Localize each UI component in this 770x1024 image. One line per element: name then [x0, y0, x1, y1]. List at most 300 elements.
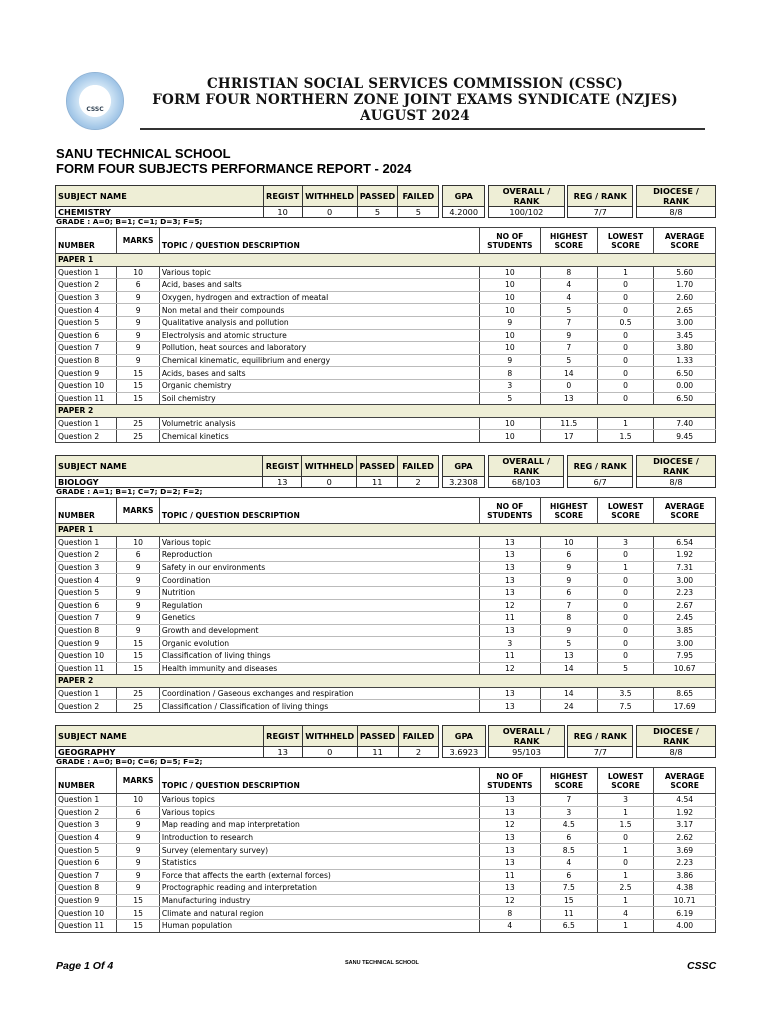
students-count: 12: [479, 894, 540, 907]
table-row: [56, 379, 716, 392]
question-topic: Coordination: [159, 574, 479, 587]
question-number: Question 3: [56, 291, 117, 304]
regist-header: REGIST: [263, 726, 302, 747]
table-row: [56, 831, 716, 844]
table-row: [56, 279, 716, 292]
lowest-score: 1: [597, 894, 654, 907]
marks-header: MARKS: [117, 228, 159, 254]
lowest-score: 0: [597, 856, 654, 869]
question-number: Question 11: [56, 919, 117, 932]
lowest-score: 3: [597, 536, 654, 549]
withheld-header: WITHHELD: [302, 456, 357, 477]
lowest-score: 0: [597, 367, 654, 380]
question-marks: 9: [117, 831, 159, 844]
table-row: [56, 869, 716, 882]
question-topic: Acid, bases and salts: [159, 279, 479, 292]
paper-row: [56, 254, 716, 267]
question-topic: Various topics: [159, 806, 479, 819]
question-table: [55, 767, 716, 933]
school-name: SANU TECHNICAL SCHOOL: [56, 146, 231, 161]
highest-score: 7: [540, 342, 597, 355]
table-row: [56, 794, 716, 807]
question-number: Question 2: [56, 279, 117, 292]
table-row: [56, 549, 716, 562]
table-row: [56, 316, 716, 329]
gpa-header: GPA: [442, 456, 484, 477]
students-count: 3: [479, 379, 540, 392]
question-marks: 25: [117, 430, 159, 443]
students-count: 3: [479, 637, 540, 650]
question-marks: 9: [117, 844, 159, 857]
table-row: [56, 392, 716, 405]
topic-header: TOPIC / QUESTION DESCRIPTION: [159, 768, 479, 794]
passed-header: PASSED: [357, 456, 398, 477]
lowest-score: 0: [597, 279, 654, 292]
lowest-score: 0: [597, 379, 654, 392]
average-score: 7.40: [654, 417, 716, 430]
lowest-score: 1.5: [597, 430, 654, 443]
subject-summary-table: [55, 455, 716, 488]
highest-score: 24: [540, 700, 597, 713]
overall-rank-header: OVERALL / RANK: [489, 456, 564, 477]
paper-label: PAPER 2: [56, 405, 716, 418]
school-block: [56, 146, 411, 176]
question-marks: 9: [117, 869, 159, 882]
average-score: 3.00: [654, 316, 716, 329]
table-row: [56, 806, 716, 819]
highest-score: 7.5: [540, 882, 597, 895]
question-topic: Introduction to research: [159, 831, 479, 844]
reg-rank-header: REG / RANK: [568, 726, 633, 747]
withheld-value: 0: [302, 747, 357, 758]
lowest-score: 0: [597, 342, 654, 355]
average-score: 7.31: [654, 561, 716, 574]
table-row: [56, 856, 716, 869]
question-marks: 9: [117, 819, 159, 832]
average-score: 1.70: [654, 279, 716, 292]
highest-score: 5: [540, 304, 597, 317]
marks-header: MARKS: [117, 768, 159, 794]
average-score: 4.38: [654, 882, 716, 895]
students-count: 10: [479, 266, 540, 279]
paper-label: PAPER 2: [56, 675, 716, 688]
average-score: 3.00: [654, 574, 716, 587]
diocese-rank-header: DIOCESE / RANK: [636, 456, 715, 477]
footer-org: CSSC: [687, 960, 717, 972]
lowest-score: 0: [597, 612, 654, 625]
question-number: Question 1: [56, 266, 117, 279]
question-topic: Regulation: [159, 599, 479, 612]
highest-score: 13: [540, 649, 597, 662]
question-header-row: [56, 498, 716, 524]
question-topic: Survey (elementary survey): [159, 844, 479, 857]
question-marks: 15: [117, 894, 159, 907]
lowest-score: 0: [597, 831, 654, 844]
students-count: 10: [479, 304, 540, 317]
average-score: 1.92: [654, 806, 716, 819]
table-row: [56, 907, 716, 920]
question-number: Question 7: [56, 612, 117, 625]
question-topic: Classification of living things: [159, 649, 479, 662]
lowest-score: 0: [597, 291, 654, 304]
lowest-score: 0: [597, 649, 654, 662]
lowest-score: 0: [597, 549, 654, 562]
gpa-value: 4.2000: [443, 207, 485, 218]
topic-header: TOPIC / QUESTION DESCRIPTION: [159, 498, 479, 524]
average-score: 7.95: [654, 649, 716, 662]
table-row: [56, 819, 716, 832]
average-score: 2.67: [654, 599, 716, 612]
diocese-rank-value: 8/8: [637, 207, 716, 218]
overall-rank-value: 100/102: [489, 207, 564, 218]
students-header: NO OF STUDENTS: [479, 498, 540, 524]
diocese-rank-header: DIOCESE / RANK: [637, 186, 716, 207]
question-marks: 10: [117, 266, 159, 279]
table-row: [56, 894, 716, 907]
table-row: [56, 637, 716, 650]
lowest-score: 0.5: [597, 316, 654, 329]
students-header: NO OF STUDENTS: [479, 228, 540, 254]
question-number: Question 10: [56, 907, 117, 920]
question-topic: Various topic: [159, 536, 479, 549]
question-number: Question 11: [56, 662, 117, 675]
question-marks: 9: [117, 291, 159, 304]
question-number: Question 5: [56, 586, 117, 599]
failed-header: FAILED: [398, 186, 439, 207]
average-header: AVERAGE SCORE: [654, 228, 716, 254]
question-topic: Volumetric analysis: [159, 417, 479, 430]
question-topic: Various topic: [159, 266, 479, 279]
table-row: [56, 430, 716, 443]
highest-score: 4: [540, 856, 597, 869]
diocese-rank-header: DIOCESE / RANK: [637, 726, 716, 747]
table-row: [56, 561, 716, 574]
question-number: Question 11: [56, 392, 117, 405]
passed-header: PASSED: [357, 726, 398, 747]
average-score: 8.65: [654, 687, 716, 700]
grade-distribution: GRADE : A=0; B=0; C=6; D=5; F=2;: [56, 757, 203, 766]
header-line-1: CHRISTIAN SOCIAL SERVICES COMMISSION (CSSC): [206, 76, 624, 92]
header-titles: [120, 76, 710, 124]
highest-score: 8: [540, 612, 597, 625]
students-count: 11: [479, 649, 540, 662]
question-table: [55, 497, 716, 713]
passed-value: 11: [357, 477, 398, 488]
regist-header: REGIST: [263, 186, 302, 207]
table-row: [56, 354, 716, 367]
question-topic: Health immunity and diseases: [159, 662, 479, 675]
students-count: 13: [479, 624, 540, 637]
summary-value-row: [56, 477, 716, 488]
number-header: NUMBER: [56, 498, 117, 524]
highest-score: 9: [540, 574, 597, 587]
highest-score: 17: [540, 430, 597, 443]
question-marks: 9: [117, 574, 159, 587]
question-number: Question 4: [56, 304, 117, 317]
question-topic: Growth and development: [159, 624, 479, 637]
question-marks: 6: [117, 279, 159, 292]
highest-score: 7: [540, 316, 597, 329]
paper-row: [56, 675, 716, 688]
question-topic: Chemical kinematic, equilibrium and energy: [159, 354, 479, 367]
cssc-logo: [66, 72, 124, 130]
table-row: [56, 574, 716, 587]
question-marks: 9: [117, 599, 159, 612]
average-score: 3.85: [654, 624, 716, 637]
highest-score: 9: [540, 561, 597, 574]
question-marks: 15: [117, 662, 159, 675]
table-row: [56, 342, 716, 355]
question-marks: 6: [117, 549, 159, 562]
table-row: [56, 624, 716, 637]
question-topic: Organic chemistry: [159, 379, 479, 392]
question-number: Question 1: [56, 536, 117, 549]
highest-score: 14: [540, 662, 597, 675]
question-topic: Force that affects the earth (external forces): [159, 869, 479, 882]
students-count: 13: [479, 700, 540, 713]
average-score: 6.50: [654, 367, 716, 380]
regist-value: 10: [263, 207, 302, 218]
students-count: 8: [479, 367, 540, 380]
highest-score: 7: [540, 599, 597, 612]
summary-value-row: [56, 747, 716, 758]
highest-score: 6: [540, 869, 597, 882]
failed-header: FAILED: [398, 726, 439, 747]
lowest-header: LOWEST SCORE: [597, 768, 654, 794]
paper-row: [56, 405, 716, 418]
average-score: 4.54: [654, 794, 716, 807]
paper-row: [56, 524, 716, 537]
average-score: 6.50: [654, 392, 716, 405]
table-row: [56, 586, 716, 599]
average-score: 2.65: [654, 304, 716, 317]
header-line-3: AUGUST 2024: [360, 108, 470, 124]
question-marks: 15: [117, 392, 159, 405]
question-topic: Chemical kinetics: [159, 430, 479, 443]
lowest-score: 0: [597, 354, 654, 367]
question-marks: 9: [117, 342, 159, 355]
lowest-score: 0: [597, 624, 654, 637]
table-row: [56, 662, 716, 675]
average-score: 3.00: [654, 637, 716, 650]
students-count: 13: [479, 831, 540, 844]
question-topic: Statistics: [159, 856, 479, 869]
overall-rank-header: OVERALL / RANK: [489, 726, 564, 747]
highest-score: 4: [540, 291, 597, 304]
question-marks: 9: [117, 316, 159, 329]
average-score: 6.54: [654, 536, 716, 549]
passed-value: 5: [357, 207, 398, 218]
regist-header: REGIST: [263, 456, 302, 477]
students-count: 10: [479, 329, 540, 342]
students-count: 13: [479, 586, 540, 599]
question-topic: Nutrition: [159, 586, 479, 599]
question-topic: Various topics: [159, 794, 479, 807]
question-topic: Organic evolution: [159, 637, 479, 650]
question-topic: Classification / Classification of living things: [159, 700, 479, 713]
highest-score: 6: [540, 549, 597, 562]
question-marks: 9: [117, 586, 159, 599]
summary-header-row: [56, 456, 716, 477]
subject-name-header: SUBJECT NAME: [56, 186, 264, 207]
highest-score: 13: [540, 392, 597, 405]
question-header-row: [56, 768, 716, 794]
highest-score: 6.5: [540, 919, 597, 932]
paper-label: PAPER 1: [56, 524, 716, 537]
question-number: Question 3: [56, 819, 117, 832]
question-topic: Oxygen, hydrogen and extraction of meatal: [159, 291, 479, 304]
footer-school: SANU TECHNICAL SCHOOL: [345, 960, 419, 966]
students-count: 10: [479, 430, 540, 443]
question-marks: 15: [117, 919, 159, 932]
highest-score: 11.5: [540, 417, 597, 430]
gpa-value: 3.2308: [442, 477, 484, 488]
highest-score: 8: [540, 266, 597, 279]
question-marks: 10: [117, 536, 159, 549]
table-row: [56, 612, 716, 625]
lowest-header: LOWEST SCORE: [597, 228, 654, 254]
failed-header: FAILED: [398, 456, 439, 477]
withheld-header: WITHHELD: [302, 186, 357, 207]
reg-rank-value: 7/7: [568, 747, 633, 758]
table-row: [56, 844, 716, 857]
highest-score: 6: [540, 586, 597, 599]
logo-text: CSSC: [86, 106, 104, 113]
average-header: AVERAGE SCORE: [654, 768, 716, 794]
average-score: 6.19: [654, 907, 716, 920]
diocese-rank-value: 8/8: [636, 477, 715, 488]
question-header-row: [56, 228, 716, 254]
question-topic: Coordination / Gaseous exchanges and respiration: [159, 687, 479, 700]
students-count: 13: [479, 687, 540, 700]
table-row: [56, 417, 716, 430]
subject-name: CHEMISTRY: [56, 207, 264, 218]
highest-score: 9: [540, 624, 597, 637]
average-score: 3.69: [654, 844, 716, 857]
students-count: 10: [479, 417, 540, 430]
students-count: 13: [479, 549, 540, 562]
question-number: Question 6: [56, 599, 117, 612]
highest-header: HIGHEST SCORE: [540, 768, 597, 794]
students-count: 12: [479, 662, 540, 675]
question-marks: 15: [117, 367, 159, 380]
question-number: Question 7: [56, 869, 117, 882]
diocese-rank-value: 8/8: [637, 747, 716, 758]
question-topic: Non metal and their compounds: [159, 304, 479, 317]
subject-name-header: SUBJECT NAME: [56, 726, 264, 747]
question-number: Question 2: [56, 549, 117, 562]
average-score: 3.45: [654, 329, 716, 342]
highest-score: 11: [540, 907, 597, 920]
question-marks: 25: [117, 700, 159, 713]
gpa-header: GPA: [443, 726, 485, 747]
lowest-score: 1: [597, 266, 654, 279]
students-count: 10: [479, 342, 540, 355]
table-row: [56, 882, 716, 895]
question-number: Question 5: [56, 844, 117, 857]
question-table: [55, 227, 716, 443]
question-number: Question 6: [56, 329, 117, 342]
question-marks: 15: [117, 649, 159, 662]
table-row: [56, 649, 716, 662]
average-score: 0.00: [654, 379, 716, 392]
average-score: 2.60: [654, 291, 716, 304]
overall-rank-value: 68/103: [489, 477, 564, 488]
number-header: NUMBER: [56, 228, 117, 254]
lowest-score: 1: [597, 869, 654, 882]
failed-value: 5: [398, 207, 439, 218]
lowest-score: 7.5: [597, 700, 654, 713]
gpa-header: GPA: [443, 186, 485, 207]
average-score: 1.33: [654, 354, 716, 367]
highest-header: HIGHEST SCORE: [540, 228, 597, 254]
summary-header-row: [56, 726, 716, 747]
average-score: 2.23: [654, 586, 716, 599]
average-score: 5.60: [654, 266, 716, 279]
highest-score: 5: [540, 354, 597, 367]
average-score: 1.92: [654, 549, 716, 562]
table-row: [56, 687, 716, 700]
table-row: [56, 919, 716, 932]
question-topic: Reproduction: [159, 549, 479, 562]
question-number: Question 9: [56, 637, 117, 650]
failed-value: 2: [398, 747, 439, 758]
average-score: 3.80: [654, 342, 716, 355]
highest-score: 14: [540, 687, 597, 700]
students-count: 9: [479, 316, 540, 329]
summary-header-row: [56, 186, 716, 207]
lowest-score: 2.5: [597, 882, 654, 895]
highest-header: HIGHEST SCORE: [540, 498, 597, 524]
students-header: NO OF STUDENTS: [479, 768, 540, 794]
highest-score: 4: [540, 279, 597, 292]
question-number: Question 4: [56, 831, 117, 844]
header-rule: [140, 128, 705, 130]
question-topic: Soil chemistry: [159, 392, 479, 405]
lowest-score: 1: [597, 919, 654, 932]
question-marks: 6: [117, 806, 159, 819]
question-marks: 15: [117, 907, 159, 920]
question-marks: 15: [117, 379, 159, 392]
question-topic: Manufacturing industry: [159, 894, 479, 907]
lowest-score: 3: [597, 794, 654, 807]
question-number: Question 8: [56, 354, 117, 367]
students-count: 13: [479, 856, 540, 869]
lowest-score: 0: [597, 574, 654, 587]
table-row: [56, 599, 716, 612]
lowest-score: 0: [597, 599, 654, 612]
overall-rank-value: 95/103: [489, 747, 564, 758]
students-count: 13: [479, 844, 540, 857]
question-marks: 25: [117, 417, 159, 430]
table-row: [56, 367, 716, 380]
report-title: FORM FOUR SUBJECTS PERFORMANCE REPORT - 2024: [56, 161, 412, 176]
question-number: Question 10: [56, 649, 117, 662]
gpa-value: 3.6923: [443, 747, 485, 758]
highest-score: 7: [540, 794, 597, 807]
question-topic: Safety in our environments: [159, 561, 479, 574]
question-number: Question 9: [56, 367, 117, 380]
question-number: Question 1: [56, 794, 117, 807]
question-topic: Qualitative analysis and pollution: [159, 316, 479, 329]
students-count: 13: [479, 806, 540, 819]
students-count: 13: [479, 794, 540, 807]
regist-value: 13: [263, 477, 302, 488]
question-marks: 9: [117, 354, 159, 367]
question-topic: Electrolysis and atomic structure: [159, 329, 479, 342]
average-score: 10.67: [654, 662, 716, 675]
question-number: Question 2: [56, 806, 117, 819]
